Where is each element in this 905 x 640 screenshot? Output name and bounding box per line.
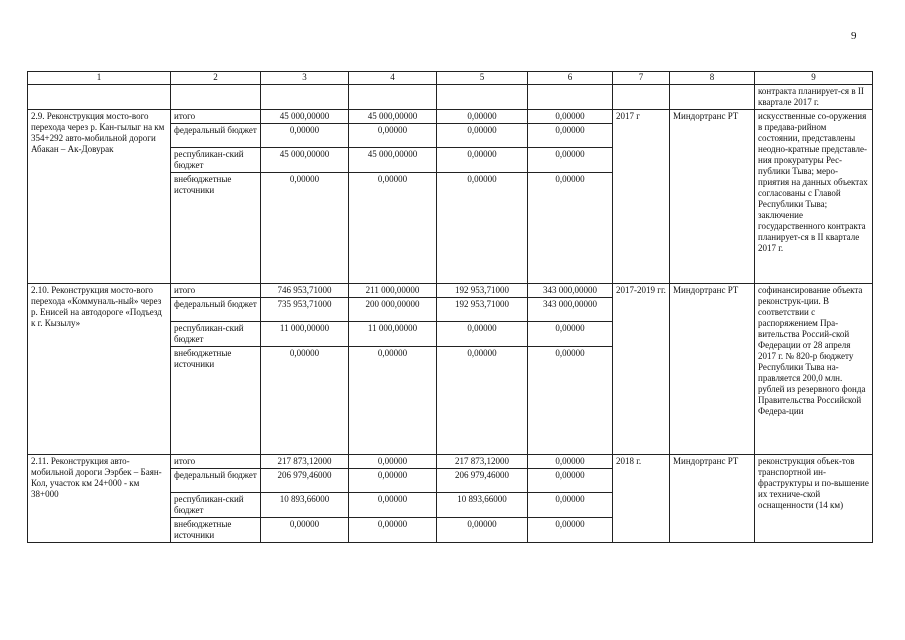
value-year-2: 0,00000 xyxy=(437,110,528,124)
value-year-3: 0,00000 xyxy=(528,124,613,148)
source-label: итого xyxy=(171,284,261,298)
note: искусственные со-оружения в предава-рийном состоянии, представлены неодно-кратные представле-ния прокуратуры Рес-публики Тыва; меро-приятия на данных объектах согласованы с Главой Республики Тыва; заключение государственного контракта планирует-ся в II квартале 2017 г. xyxy=(755,110,873,284)
continuation-note: контракта планирует-ся в II квартале 2017 г. xyxy=(755,85,873,110)
value-total: 10 893,66000 xyxy=(261,493,349,518)
value-total: 45 000,00000 xyxy=(261,110,349,124)
value-year-1: 0,00000 xyxy=(349,347,437,455)
value-year-2: 206 979,46000 xyxy=(437,469,528,493)
source-label: республикан-ский бюджет xyxy=(171,322,261,347)
header-cell: 2 xyxy=(171,72,261,85)
value-year-1: 45 000,00000 xyxy=(349,148,437,173)
value-year-2: 0,00000 xyxy=(437,518,528,543)
value-year-3: 0,00000 xyxy=(528,518,613,543)
continuation-row xyxy=(28,85,873,110)
source-label: внебюджетные источники xyxy=(171,347,261,455)
value-year-3: 343 000,00000 xyxy=(528,284,613,298)
value-total: 0,00000 xyxy=(261,173,349,284)
period: 2017-2019 гг. xyxy=(613,284,670,455)
source-label: республикан-ский бюджет xyxy=(171,148,261,173)
value-year-1: 0,00000 xyxy=(349,469,437,493)
value-total: 217 873,12000 xyxy=(261,455,349,469)
note: реконструкция объек-тов транспортной ин-фраструктуры и по-вышение их техниче-ской оснащенности (14 км) xyxy=(755,455,873,543)
value-year-2: 0,00000 xyxy=(437,124,528,148)
value-total: 735 953,71000 xyxy=(261,298,349,322)
value-year-2: 0,00000 xyxy=(437,347,528,455)
header-cell: 5 xyxy=(437,72,528,85)
value-total: 0,00000 xyxy=(261,518,349,543)
value-year-1: 211 000,00000 xyxy=(349,284,437,298)
source-label: внебюджетные источники xyxy=(171,173,261,284)
period: 2018 г. xyxy=(613,455,670,543)
value-total: 11 000,00000 xyxy=(261,322,349,347)
value-total: 0,00000 xyxy=(261,124,349,148)
page-number: 9 xyxy=(851,30,857,42)
value-year-3: 0,00000 xyxy=(528,173,613,284)
header-row xyxy=(28,72,873,85)
value-year-2: 0,00000 xyxy=(437,322,528,347)
object-name: 2.11. Реконструкция авто-мобильной дороги Ээрбек – Баян-Кол, участок км 24+000 - км 38+000 xyxy=(28,455,171,543)
header-cell: 7 xyxy=(613,72,670,85)
value-total: 0,00000 xyxy=(261,347,349,455)
value-year-1: 0,00000 xyxy=(349,518,437,543)
value-year-3: 0,00000 xyxy=(528,493,613,518)
value-year-1: 200 000,00000 xyxy=(349,298,437,322)
table-row xyxy=(28,284,873,298)
object-name: 2.10. Реконструкция мосто-вого перехода «Коммуналь-ный» через р. Енисей на автодороге «Подъезд к г. Кызылу» xyxy=(28,284,171,455)
value-total: 45 000,00000 xyxy=(261,148,349,173)
value-year-1: 0,00000 xyxy=(349,455,437,469)
executor: Миндортранс РТ xyxy=(670,455,755,543)
value-total: 206 979,46000 xyxy=(261,469,349,493)
value-year-1: 0,00000 xyxy=(349,173,437,284)
value-year-2: 10 893,66000 xyxy=(437,493,528,518)
value-year-3: 0,00000 xyxy=(528,322,613,347)
table-row xyxy=(28,110,873,124)
header-cell: 6 xyxy=(528,72,613,85)
header-cell: 1 xyxy=(28,72,171,85)
value-year-2: 0,00000 xyxy=(437,173,528,284)
value-year-1: 45 000,00000 xyxy=(349,110,437,124)
value-year-2: 192 953,71000 xyxy=(437,284,528,298)
note: софинансирование объекта реконструк-ции. В соответствии с распоряжением Пра-вительства Россий-ской Федерации от 28 апреля 2017 г. № 820-р бюджету Республики Тыва на-правляется 200,0 млн. рублей из резервного фонда Правительства Российской Федера-ции xyxy=(755,284,873,455)
value-year-2: 217 873,12000 xyxy=(437,455,528,469)
value-year-3: 343 000,00000 xyxy=(528,298,613,322)
value-year-1: 11 000,00000 xyxy=(349,322,437,347)
value-year-3: 0,00000 xyxy=(528,148,613,173)
value-year-3: 0,00000 xyxy=(528,347,613,455)
value-year-3: 0,00000 xyxy=(528,455,613,469)
source-label: республикан-ский бюджет xyxy=(171,493,261,518)
header-cell: 4 xyxy=(349,72,437,85)
executor: Миндортранс РТ xyxy=(670,284,755,455)
source-label: итого xyxy=(171,455,261,469)
header-cell: 8 xyxy=(670,72,755,85)
header-cell: 9 xyxy=(755,72,873,85)
executor: Миндортранс РТ xyxy=(670,110,755,284)
source-label: итого xyxy=(171,110,261,124)
header-cell: 3 xyxy=(261,72,349,85)
period: 2017 г xyxy=(613,110,670,284)
value-total: 746 953,71000 xyxy=(261,284,349,298)
source-label: федеральный бюджет xyxy=(171,298,261,322)
table-row xyxy=(28,455,873,469)
object-name: 2.9. Реконструкция мосто-вого перехода через р. Кан-гылыг на км 354+292 авто-мобильной дороги Абакан – Ак-Довурак xyxy=(28,110,171,284)
value-year-3: 0,00000 xyxy=(528,110,613,124)
source-label: федеральный бюджет xyxy=(171,124,261,148)
value-year-2: 192 953,71000 xyxy=(437,298,528,322)
value-year-1: 0,00000 xyxy=(349,493,437,518)
value-year-2: 0,00000 xyxy=(437,148,528,173)
value-year-3: 0,00000 xyxy=(528,469,613,493)
source-label: федеральный бюджет xyxy=(171,469,261,493)
value-year-1: 0,00000 xyxy=(349,124,437,148)
funding-table xyxy=(27,71,873,543)
source-label: внебюджетные источники xyxy=(171,518,261,543)
